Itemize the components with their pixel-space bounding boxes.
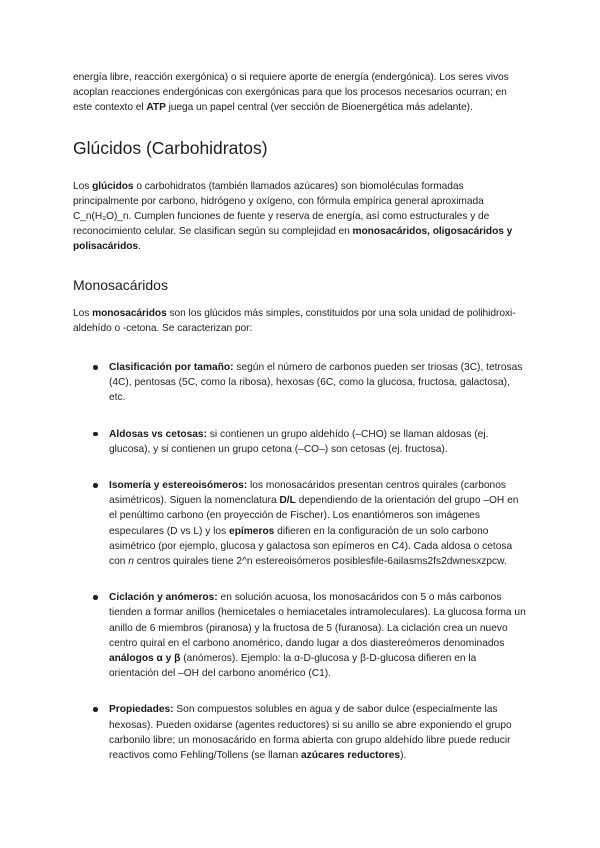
carb-text-end: . <box>138 241 141 253</box>
item-text: ). <box>400 750 407 762</box>
bullet-icon <box>93 595 98 600</box>
document-page <box>73 70 528 784</box>
item-text: difieren en la configuración de un solo carbono asimétrico (por ejemplo, glucosa y galactosa son epímeros en C4). Cada aldosa o cetosa con <box>109 525 513 568</box>
bullet-icon <box>93 707 98 712</box>
list-item <box>73 702 528 763</box>
item-text: (anómeros). Ejemplo: la α-D-glucosa y β-D-glucosa difieren en la orientación del –OH del carbono anomérico (C1). <box>109 653 477 680</box>
glucidos-term: glúcidos <box>92 180 134 192</box>
list-item <box>73 590 528 681</box>
mono-text-end: son los glúcidos más simples, constituidos por una sola unidad de polihidroxi-aldehído o -cetona. Se caracterizan por: <box>73 307 516 334</box>
classification-terms: monosacáridos, oligosacáridos y polisacáridos <box>73 226 513 253</box>
item-label: Clasificación por tamaño: <box>109 362 234 374</box>
list-item <box>73 427 528 457</box>
subsection-title-monosaccharides: Monosacáridos <box>73 276 168 293</box>
item-text: dependiendo de la orientación del grupo –OH en el penúltimo carbono (en proyección de Fischer). Los enantiómeros son imágenes especulares (D vs L) y los <box>109 495 519 537</box>
monosaccharides-paragraph <box>73 306 528 336</box>
bullet-icon <box>93 483 98 488</box>
epimeros-term: epímeros <box>229 525 275 537</box>
item-label: Isomería y estereoisómeros: <box>109 480 248 492</box>
monosacaridos-term: monosacáridos <box>92 307 167 319</box>
intro-text-end: juega un papel central (ver sección de Bioenergética más adelante). <box>165 102 473 114</box>
anomers-term: análogos α y β <box>109 653 181 665</box>
item-label: Aldosas vs cetosas: <box>109 428 207 440</box>
item-text: si contienen un grupo aldehído (–CHO) se llaman aldosas (ej. glucosa), y si contienen un grupo cetona (–CO–) son cetosas (ej. fructosa). <box>109 428 489 455</box>
item-label: Propiedades: <box>109 704 174 716</box>
mono-text-start: Los <box>73 307 93 319</box>
section-title-carbohydrates: Glúcidos (Carbohidratos) <box>73 137 268 158</box>
properties-list <box>73 360 528 763</box>
item-text: según el número de carbonos pueden ser triosas (3C), tetrosas (4C), pentosas (5C, como la ribosa), hexosas (6C, como la glucosa, fructosa, galactosa), etc. <box>109 362 523 404</box>
intro-paragraph <box>73 70 528 116</box>
list-item <box>73 360 528 406</box>
carbohydrates-paragraph <box>73 179 528 255</box>
reducing-sugars-term: azúcares reductores <box>300 750 401 762</box>
carb-text-start: Los <box>73 180 93 192</box>
atp-term: ATP <box>146 102 166 114</box>
list-item <box>73 478 528 569</box>
item-label: Ciclación y anómeros: <box>109 592 218 604</box>
n-variable: n <box>128 556 134 568</box>
intro-text: energía libre, reacción exergónica) o si requiere aporte de energía (endergónica). Los seres vivos acoplan reacciones endergónicas con exergónicas para que los procesos necesarios ocurran; en este contexto el <box>73 72 509 114</box>
item-text: en solución acuosa, los monosacáridos con 5 o más carbonos tienden a formar anillos (hemicetales o hemiacetales intramoleculares). La glucosa forma un anillo de 6 miembros (piranosa) y la fructosa de 5 (furanosa). La ciclación crea un nuevo centro quiral en el carbono anomérico, dando lugar a dos diastereómeros denominados <box>109 592 526 649</box>
bullet-icon <box>93 432 98 437</box>
item-text: centros quirales tiene 2^n estereoisómeros posiblesfile-6ailasms2fs2dwnesxzpcw. <box>133 556 507 568</box>
item-text: Son compuestos solubles en agua y de sabor dulce (especialmente las hexosas). Pueden oxidarse (agentes reductores) si su anillo se abre exponiendo el grupo carbonilo libre; un monosacárido en forma abierta con grupo aldehído libre puede reducir reactivos como Fehling/Tollens (se llaman <box>109 704 512 762</box>
bullet-icon <box>93 365 98 370</box>
dl-term: D/L <box>279 495 296 507</box>
item-text: los monosacáridos presentan centros quirales (carbonos asimétricos). Siguen la nomenclatura <box>109 480 506 507</box>
carb-text-mid: o carbohidratos (también llamados azúcares) son biomoléculas formadas principalmente por carbono, hidrógeno y oxígeno, con fórmula empírica general aproximada C_n(H₂O)_n. Cumplen funciones de fuente y reserva de energía, así como estructurales y de reconocimiento celular. Se clasifican según su complejidad en <box>73 180 490 238</box>
